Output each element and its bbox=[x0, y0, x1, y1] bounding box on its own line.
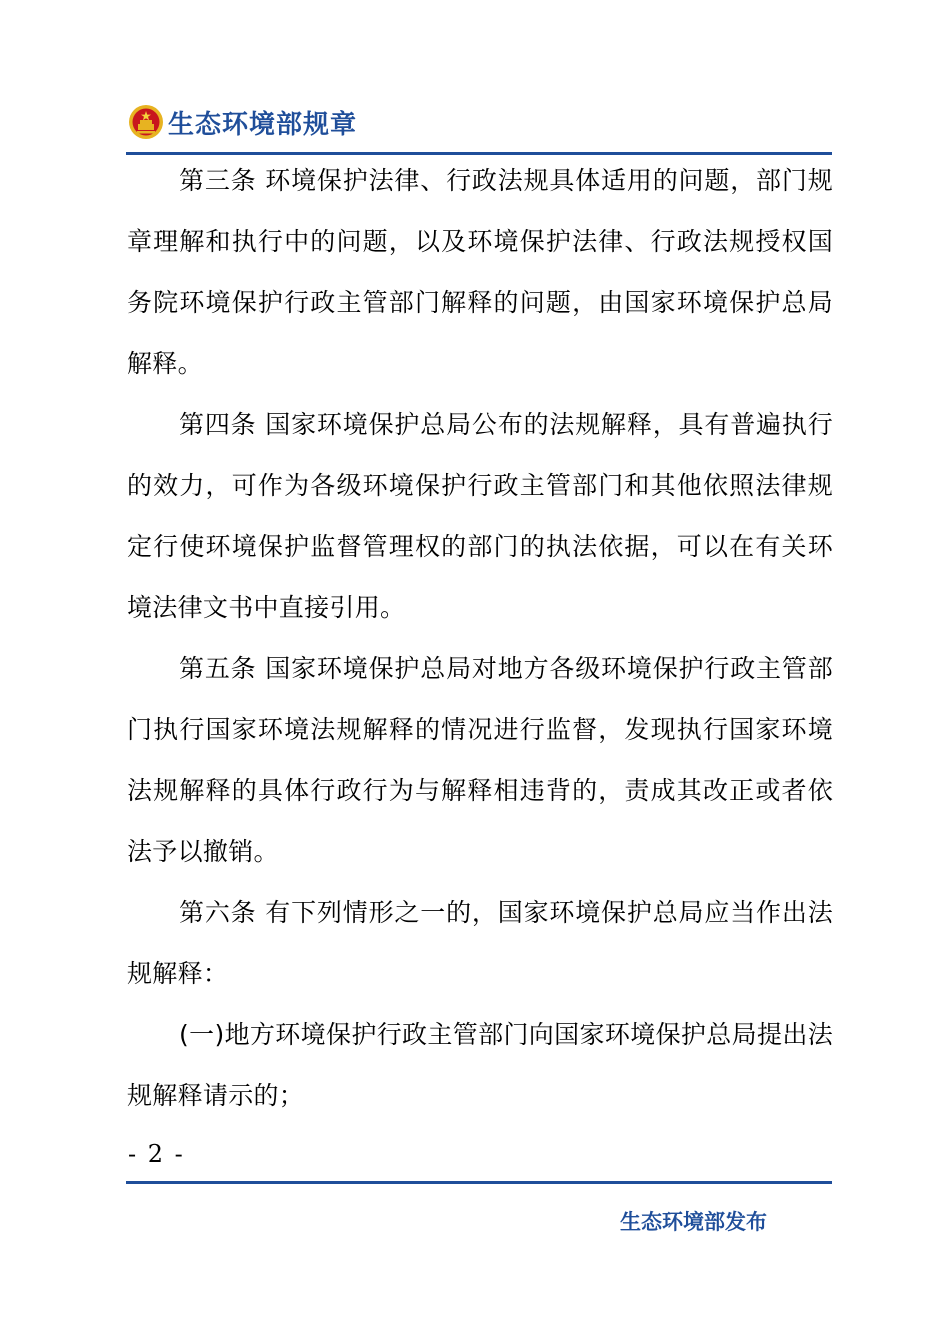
footer-divider bbox=[126, 1181, 832, 1184]
document-body bbox=[127, 150, 833, 1126]
paragraph-article-5: 第五条 国家环境保护总局对地方各级环境保护行政主管部门执行国家环境法规解释的情况进行监督，发现执行国家环境法规解释的具体行政行为与解释相违背的，责成其改正或者依法予以撤销。 bbox=[127, 654, 833, 866]
document-header bbox=[128, 100, 357, 144]
page-number: - 2 - bbox=[128, 1140, 185, 1168]
paragraph-article-4: 第四条 国家环境保护总局公布的法规解释，具有普遍执行的效力，可作为各级环境保护行政主管部门和其他依照法律规定行使环境保护监督管理权的部门的执法依据，可以在有关环境法律文书中直接引用。 bbox=[127, 410, 833, 622]
header-title: 生态环境部规章 bbox=[168, 109, 358, 140]
paragraph-article-6: 第六条 有下列情形之一的，国家环境保护总局应当作出法规解释： bbox=[127, 898, 833, 988]
paragraph-article-3: 第三条 环境保护法律、行政法规具体适用的问题，部门规章理解和执行中的问题，以及环境保护法律、行政法规授权国务院环境保护行政主管部门解释的问题，由国家环境保护总局解释。 bbox=[127, 166, 833, 378]
footer-publisher: 生态环境部发布 bbox=[620, 1210, 767, 1234]
national-emblem-icon bbox=[128, 104, 164, 140]
paragraph-item-1: (一)地方环境保护行政主管部门向国家环境保护总局提出法规解释请示的； bbox=[127, 1020, 833, 1110]
